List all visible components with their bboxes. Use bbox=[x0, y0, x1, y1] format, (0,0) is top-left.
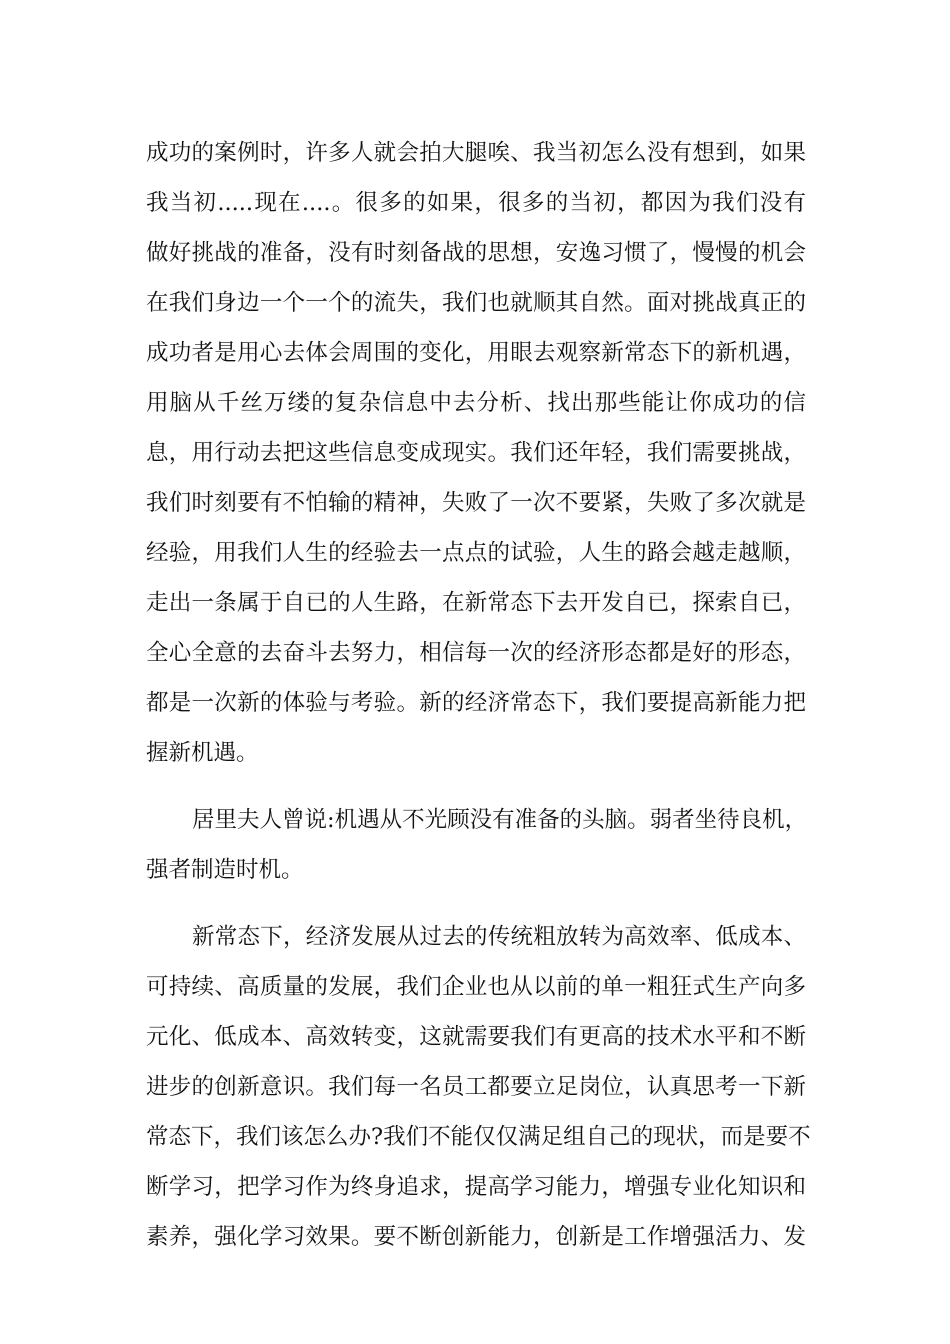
text-line: 息，用行动去把这些信息变成现实。我们还年轻，我们需要挑战， bbox=[146, 440, 806, 466]
text-line: 我们时刻要有不怕输的精神，失败了一次不要紧，失败了多次就是 bbox=[146, 490, 806, 516]
text-line: 素养，强化学习效果。要不断创新能力，创新是工作增强活力、发 bbox=[146, 1224, 806, 1250]
text-line: 常态下，我们该怎么办?我们不能仅仅满足组自己的现状，而是要不 bbox=[146, 1124, 811, 1150]
text-line: 用脑从千丝万缕的复杂信息中去分析、找出那些能让你成功的信 bbox=[146, 390, 806, 416]
text-line: 在我们身边一个一个的流失，我们也就顺其自然。面对挑战真正的 bbox=[146, 290, 806, 316]
text-line: 居里夫人曾说:机遇从不光顾没有准备的头脑。弱者坐待良机， bbox=[192, 807, 808, 833]
text-line: 断学习，把学习作为终身追求，提高学习能力，增强专业化知识和 bbox=[146, 1174, 806, 1200]
text-line: 成功者是用心去体会周围的变化，用眼去观察新常态下的新机遇， bbox=[146, 340, 806, 366]
text-line: 强者制造时机。 bbox=[146, 857, 304, 883]
body-text bbox=[146, 128, 811, 1262]
text-line: 握新机遇。 bbox=[146, 740, 259, 766]
paragraph-gap bbox=[146, 895, 806, 912]
text-line: 元化、低成本、高效转变，这就需要我们有更高的技术水平和不断 bbox=[146, 1024, 806, 1050]
text-line: 做好挑战的准备，没有时刻备战的思想，安逸习惯了，慢慢的机会 bbox=[146, 240, 806, 266]
paragraph-1 bbox=[146, 128, 806, 778]
paragraph-3 bbox=[146, 912, 811, 1262]
text-line: 全心全意的去奋斗去努力，相信每一次的经济形态都是好的形态， bbox=[146, 640, 806, 666]
paragraph-2 bbox=[146, 795, 806, 895]
text-line: 走出一条属于自已的人生路，在新常态下去开发自已，探索自已， bbox=[146, 590, 806, 616]
text-line: 可持续、高质量的发展，我们企业也从以前的单一粗狂式生产向多 bbox=[146, 974, 806, 1000]
text-line: 我当初.....现在....。很多的如果，很多的当初，都因为我们没有 bbox=[146, 190, 806, 216]
text-line: 进步的创新意识。我们每一名员工都要立足岗位，认真思考一下新 bbox=[146, 1074, 806, 1100]
text-line: 经验，用我们人生的经验去一点点的试验，人生的路会越走越顺， bbox=[146, 540, 806, 566]
text-line: 新常态下，经济发展从过去的传统粗放转为高效率、低成本、 bbox=[192, 924, 806, 950]
text-line: 都是一次新的体验与考验。新的经济常态下，我们要提高新能力把 bbox=[146, 690, 806, 716]
text-line: 成功的案例时，许多人就会拍大腿唉、我当初怎么没有想到，如果 bbox=[146, 140, 806, 166]
paragraph-gap bbox=[146, 778, 806, 795]
